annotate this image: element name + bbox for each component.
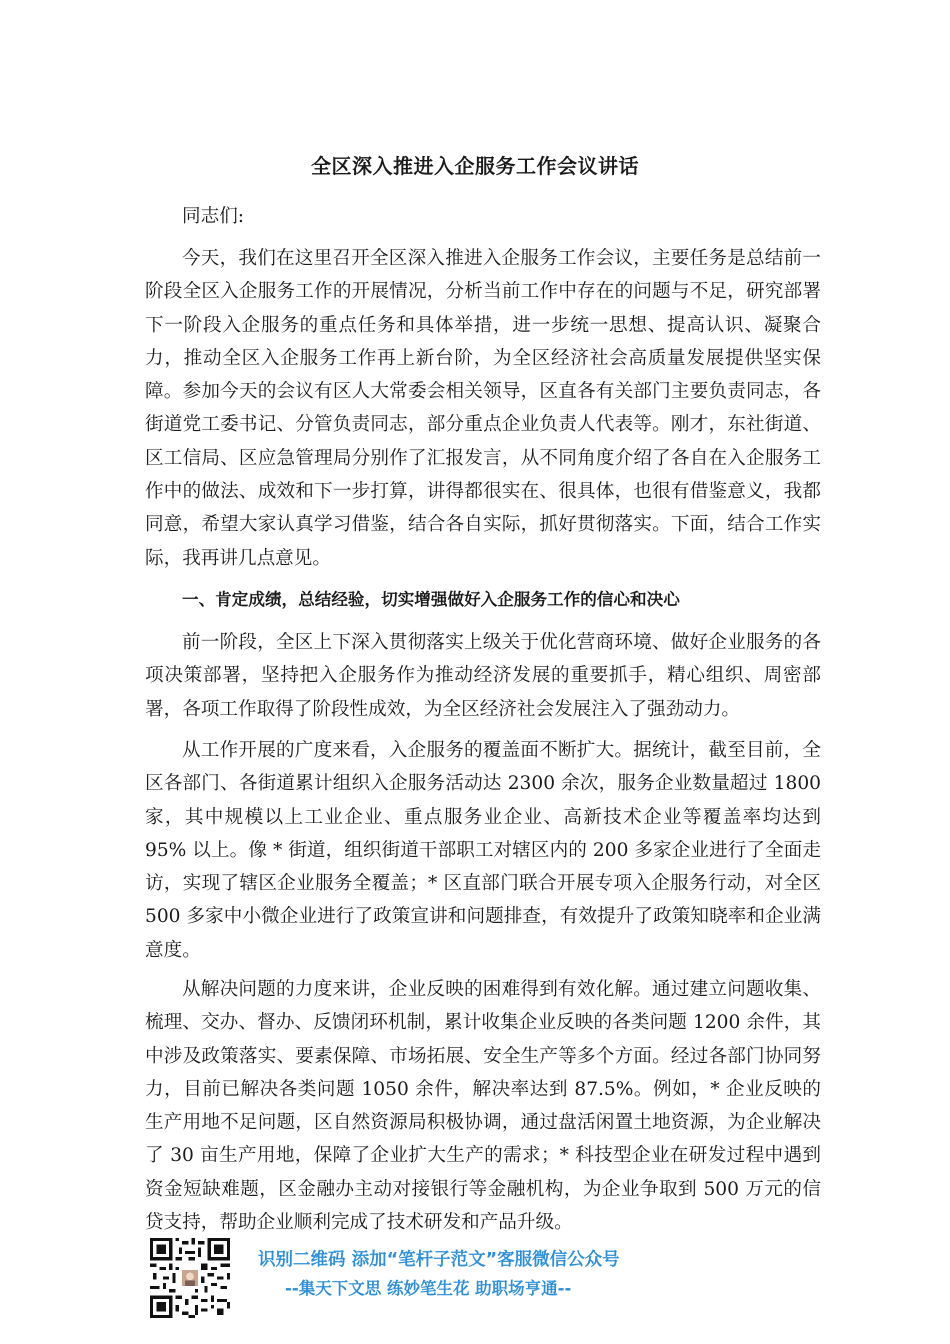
- salutation: [145, 200, 821, 233]
- qr-code-icon[interactable]: [150, 1238, 230, 1318]
- paragraph-overview-text: 前一阶段，全区上下深入贯彻落实上级关于优化营商环境、做好企业服务的各项决策部署，坚持把入企服务作为推动经济发展的重要抓手，精心组织、周密部署，各项工作取得了阶段性成效，为全区经济社会发展注入了强劲动力。: [145, 632, 821, 720]
- footer-slogan-line: --集天下文思 练妙笔生花 助职场亨通--: [285, 1279, 572, 1298]
- footer-cta-line: 识别二维码 添加“笔杆子范文”客服微信公众号: [258, 1250, 620, 1270]
- paragraph-breadth-text: 从工作开展的广度来看，入企服务的覆盖面不断扩大。据统计，截至目前，全区各部门、各街道累计组织入企服务活动达 2300 余次，服务企业数量超过 1800 家，其中规模以上工业企业、重点服务业企业、高新技术企业等覆盖率均达到 95% 以上。像 * 街道，组织街道干部职工对辖区内的 200 多家企业进行了全面走访，实现了辖区企业服务全覆盖；* 区直部门联合开展专项入企服务行动，对全区 500 多家中小微企业进行了政策宣讲和问题排查，有效提升了政策知晓率和企业满意度。: [145, 740, 821, 961]
- paragraph-breadth: [145, 734, 821, 967]
- paragraph-opening-text: 今天，我们在这里召开全区深入推进入企服务工作会议，主要任务是总结前一阶段全区入企服务工作的开展情况，分析当前工作中存在的问题与不足，研究部署下一阶段入企服务的重点任务和具体举措，进一步统一思想、提高认识、凝聚合力，推动全区入企服务工作再上新台阶，为全区经济社会高质量发展提供坚实保障。参加今天的会议有区人大常委会相关领导，区直各有关部门主要负责同志，各街道党工委书记、分管负责同志，部分重点企业负责人代表等。刚才，东社街道、区工信局、区应急管理局分别作了汇报发言，从不同角度介绍了各自在入企服务工作中的做法、成效和下一步打算，讲得都很实在、很具体，也很有借鉴意义，我都同意，希望大家认真学习借鉴，结合各自实际，抓好贯彻落实。下面，结合工作实际，我再讲几点意见。: [145, 248, 821, 569]
- section-heading-1: 一、肯定成绩，总结经验，切实增强做好入企服务工作的信心和决心: [182, 590, 680, 609]
- paragraph-problem-solving-text: 从解决问题的力度来讲，企业反映的困难得到有效化解。通过建立问题收集、梳理、交办、督办、反馈闭环机制，累计收集企业反映的各类问题 1200 余件，其中涉及政策落实、要素保障、市场拓展、安全生产等多个方面。经过各部门协同努力，目前已解决各类问题 1050 余件，解决率达到 87.5%。例如，* 企业反映的生产用地不足问题，区自然资源局积极协调，通过盘活闲置土地资源，为企业解决了 30 亩生产用地，保障了企业扩大生产的需求；* 科技型企业在研发过程中遇到资金短缺难题，区金融办主动对接银行等金融机构，为企业争取到 500 万元的信贷支持，帮助企业顺利完成了技术研发和产品升级。: [145, 979, 821, 1234]
- document-title: 全区深入推进入企服务工作会议讲话: [311, 154, 639, 178]
- footer-banner: [150, 1238, 810, 1318]
- paragraph-opening: [145, 242, 821, 575]
- paragraph-overview: [145, 626, 821, 726]
- salutation-text: 同志们:: [182, 206, 245, 227]
- paragraph-problem-solving: [145, 973, 821, 1239]
